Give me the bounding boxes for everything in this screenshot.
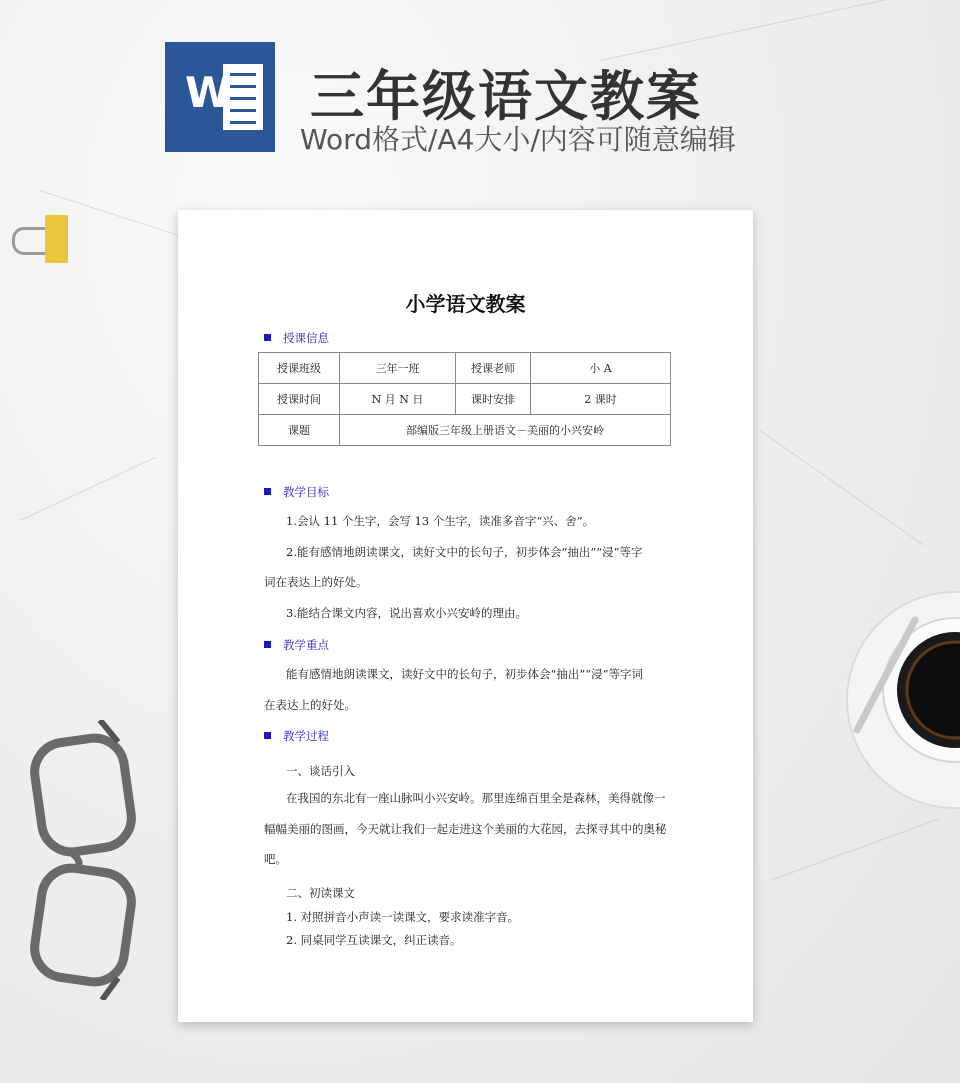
process-step-title: 一、谈话引入 [286, 764, 355, 778]
process-line: 在我国的东北有一座山脉叫小兴安岭。那里连绵百里全是森林，美得就像一 [286, 791, 666, 805]
table-cell: 授课老师 [456, 353, 531, 384]
goal-line: 3.能结合课文内容，说出喜欢小兴安岭的理由。 [286, 605, 527, 620]
bullet-square-icon [264, 334, 271, 341]
banner-subtitle: Word格式/A4大小/内容可随意编辑 [300, 123, 736, 156]
binder-clip-icon [12, 215, 68, 265]
key-line: 在表达上的好处。 [264, 697, 356, 712]
goal-line: 词在表达上的好处。 [264, 575, 368, 589]
section-heading-key: 教学重点 [264, 637, 329, 653]
marble-vein [600, 0, 913, 61]
bullet-square-icon [264, 641, 271, 648]
document-title: 小学语文教案 [405, 292, 526, 316]
key-line: 能有感情地朗读课文，读好文中的长句子，初步体会“抽出”“浸”等字词 [286, 667, 644, 681]
document-page [178, 210, 753, 1022]
goal-line: 1.会认 11 个生字，会写 13 个生字，读准多音字“兴、舍”。 [286, 514, 595, 528]
table-row [259, 353, 671, 384]
marble-vein [770, 818, 939, 881]
word-logo-letter: W [185, 68, 232, 117]
table-cell: 课题 [259, 415, 340, 446]
eyeglasses-icon [30, 720, 150, 1000]
section-heading-info: 授课信息 [264, 330, 329, 346]
table-cell: 部编版三年级上册语文－美丽的小兴安岭 [340, 415, 671, 446]
banner-title: 三年级语文教案 [310, 65, 702, 128]
marble-vein [20, 457, 156, 521]
goal-line: 2.能有感情地朗读课文，读好文中的长句子，初步体会“抽出”“浸”等字 [286, 544, 643, 559]
process-paragraph [264, 783, 668, 875]
section-heading-goals: 教学目标 [264, 484, 329, 500]
key-points-text [264, 659, 668, 720]
process-line: 幅幅美丽的图画，今天就让我们一起走进这个美丽的大花园，去探寻其中的奥秘 [264, 821, 667, 836]
coffee-cup-icon [845, 590, 960, 810]
bullet-square-icon [264, 732, 271, 739]
process-line: 1. 对照拼音小声读一读课文，要求读准字音。 [286, 909, 520, 924]
table-cell: 授课时间 [259, 384, 340, 415]
table-cell: N 月 N 日 [340, 384, 456, 415]
marble-vein [760, 430, 924, 546]
process-line: 2. 同桌同学互读课文，纠正读音。 [286, 933, 462, 947]
goals-text [264, 506, 668, 628]
table-cell: 三年一班 [340, 353, 456, 384]
table-cell: 授课班级 [259, 353, 340, 384]
table-cell: 2 课时 [531, 384, 671, 415]
bullet-square-icon [264, 488, 271, 495]
word-logo-icon [165, 42, 275, 152]
table-row [259, 415, 671, 446]
course-info-table [258, 352, 671, 446]
table-cell: 课时安排 [456, 384, 531, 415]
section-heading-process: 教学过程 [264, 728, 329, 744]
table-cell: 小 A [531, 353, 671, 384]
process-line: 吧。 [264, 852, 287, 866]
process-step-title: 二、初读课文 [286, 886, 355, 900]
process-section-2 [264, 882, 668, 953]
table-row [259, 384, 671, 415]
process-heading-1 [264, 758, 668, 784]
